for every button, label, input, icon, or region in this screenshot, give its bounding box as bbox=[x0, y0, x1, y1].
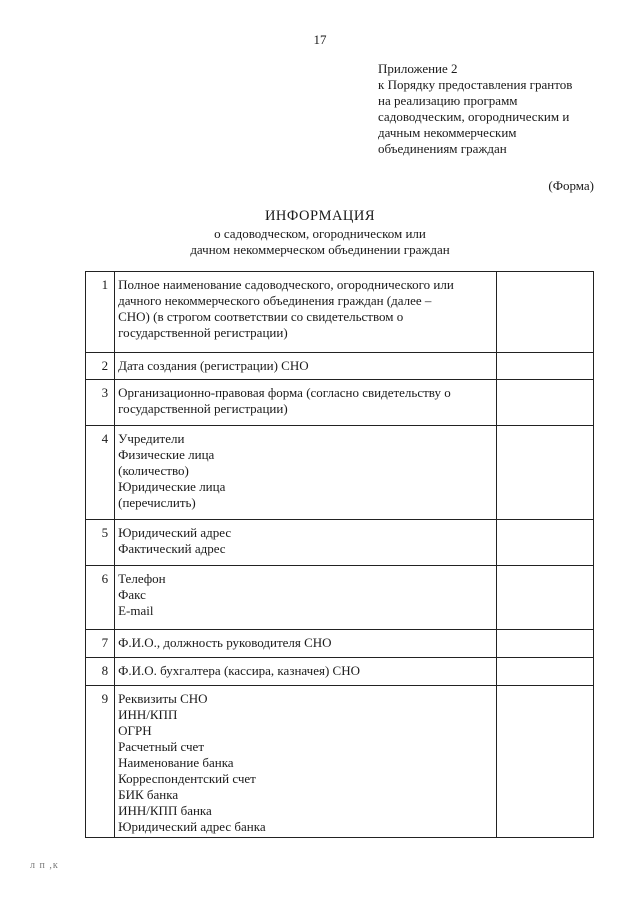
description-line: Юридические лица bbox=[118, 479, 226, 494]
description-line: Расчетный счет bbox=[118, 739, 205, 754]
table-row bbox=[86, 272, 594, 353]
description-line: Организационно-правовая форма (согласно свидетельству о bbox=[118, 385, 451, 400]
subtitle-line: дачном некоммерческом объединении граждан bbox=[190, 242, 450, 257]
value-cell[interactable] bbox=[497, 630, 594, 658]
description-line: (количество) bbox=[118, 463, 189, 478]
description-line: Корреспондентский счет bbox=[118, 771, 256, 786]
appendix-line: объединениям граждан bbox=[378, 141, 507, 156]
document-title: ИНФОРМАЦИЯ bbox=[264, 208, 376, 224]
row-description bbox=[115, 380, 497, 426]
value-cell[interactable] bbox=[497, 566, 594, 630]
description-line: государственной регистрации) bbox=[118, 325, 288, 340]
value-cell[interactable] bbox=[497, 686, 594, 838]
row-number: 8 bbox=[86, 658, 115, 686]
form-label: (Форма) bbox=[548, 178, 594, 193]
row-number: 3 bbox=[86, 380, 115, 426]
row-number: 5 bbox=[86, 520, 115, 566]
value-cell[interactable] bbox=[497, 272, 594, 353]
appendix-line: Приложение 2 bbox=[378, 61, 458, 76]
row-description bbox=[115, 566, 497, 630]
description-line: СНО) (в строгом соответствии со свидетельством о bbox=[118, 309, 404, 324]
row-number: 4 bbox=[86, 426, 115, 520]
table-row bbox=[86, 520, 594, 566]
description-line: ОГРН bbox=[118, 723, 152, 738]
page-number: 17 bbox=[313, 32, 327, 47]
description-line: дачного некоммерческого объединения граждан (далее – bbox=[118, 293, 432, 308]
appendix-block bbox=[378, 61, 618, 157]
description-line: Ф.И.О., должность руководителя СНО bbox=[118, 635, 332, 650]
table-row bbox=[86, 353, 594, 380]
table-row bbox=[86, 686, 594, 838]
table-row bbox=[86, 630, 594, 658]
description-line: Фактический адрес bbox=[118, 541, 226, 556]
description-line: Физические лица bbox=[118, 447, 215, 462]
appendix-line: на реализацию программ bbox=[378, 93, 518, 108]
appendix-line: садоводческим, огородническим и bbox=[378, 109, 570, 124]
info-table bbox=[85, 271, 594, 838]
description-line: государственной регистрации) bbox=[118, 401, 288, 416]
description-line: Полное наименование садоводческого, огороднического или bbox=[118, 277, 454, 292]
description-line: ИНН/КПП bbox=[118, 707, 178, 722]
row-number: 2 bbox=[86, 353, 115, 380]
description-line: Реквизиты СНО bbox=[118, 691, 208, 706]
description-line: Наименование банка bbox=[118, 755, 234, 770]
row-description bbox=[115, 630, 497, 658]
appendix-line: к Порядку предоставления грантов bbox=[378, 77, 573, 92]
row-description bbox=[115, 520, 497, 566]
subtitle-line: о садоводческом, огородническом или bbox=[214, 226, 426, 241]
appendix-line: дачным некоммерческим bbox=[378, 125, 517, 140]
table-row bbox=[86, 566, 594, 630]
description-line: Учредители bbox=[118, 431, 185, 446]
value-cell[interactable] bbox=[497, 658, 594, 686]
footer-mark: л п ,к bbox=[30, 860, 59, 871]
description-line: E-mail bbox=[118, 603, 154, 618]
description-line: Дата создания (регистрации) СНО bbox=[118, 358, 309, 373]
description-line: ИНН/КПП банка bbox=[118, 803, 212, 818]
description-line: (перечислить) bbox=[118, 495, 196, 510]
row-number: 6 bbox=[86, 566, 115, 630]
value-cell[interactable] bbox=[497, 353, 594, 380]
row-number: 9 bbox=[86, 686, 115, 838]
description-line: Юридический адрес банка bbox=[118, 819, 266, 834]
value-cell[interactable] bbox=[497, 520, 594, 566]
description-line: Юридический адрес bbox=[118, 525, 232, 540]
table-row bbox=[86, 426, 594, 520]
description-line: БИК банка bbox=[118, 787, 179, 802]
row-description bbox=[115, 426, 497, 520]
value-cell[interactable] bbox=[497, 380, 594, 426]
row-description bbox=[115, 686, 497, 838]
description-line: Ф.И.О. бухгалтера (кассира, казначея) СНО bbox=[118, 663, 360, 678]
row-number: 1 bbox=[86, 272, 115, 353]
document-subtitle bbox=[0, 226, 640, 258]
description-line: Факс bbox=[118, 587, 146, 602]
description-line: Телефон bbox=[118, 571, 166, 586]
table-row bbox=[86, 380, 594, 426]
row-description bbox=[115, 658, 497, 686]
value-cell[interactable] bbox=[497, 426, 594, 520]
table-row bbox=[86, 658, 594, 686]
row-description bbox=[115, 272, 497, 353]
row-description bbox=[115, 353, 497, 380]
row-number: 7 bbox=[86, 630, 115, 658]
